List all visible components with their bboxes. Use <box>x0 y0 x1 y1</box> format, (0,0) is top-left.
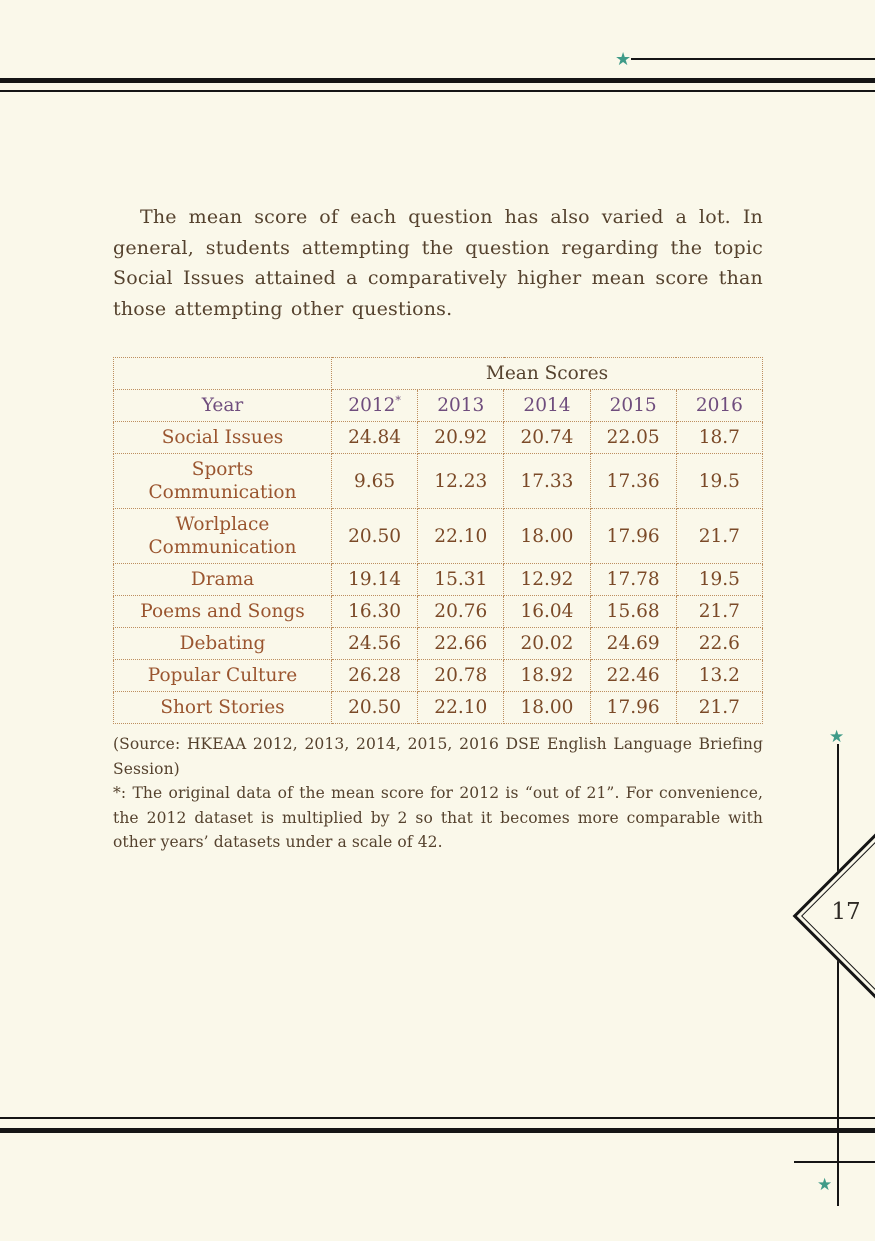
value-cell: 20.76 <box>418 596 504 628</box>
value-cell: 18.7 <box>676 422 762 454</box>
row-label: Popular Culture <box>114 660 332 692</box>
year-cell: 2014 <box>504 390 590 422</box>
value-cell: 15.31 <box>418 564 504 596</box>
value-cell: 20.50 <box>332 509 418 564</box>
star-icon: ★ <box>829 727 845 747</box>
corner-cell <box>114 358 332 390</box>
value-cell: 12.92 <box>504 564 590 596</box>
top-border-thin <box>0 90 875 92</box>
value-cell: 17.96 <box>590 509 676 564</box>
row-label: Debating <box>114 628 332 660</box>
value-cell: 22.66 <box>418 628 504 660</box>
table-row <box>114 564 763 596</box>
value-cell: 18.00 <box>504 692 590 724</box>
value-cell: 24.69 <box>590 628 676 660</box>
value-cell: 18.00 <box>504 509 590 564</box>
table-row <box>114 692 763 724</box>
year-cell: 2012* <box>332 390 418 422</box>
year-cell: 2016 <box>676 390 762 422</box>
row-label: Short Stories <box>114 692 332 724</box>
table-row <box>114 454 763 509</box>
value-cell: 18.92 <box>504 660 590 692</box>
mean-scores-table <box>113 357 763 724</box>
value-cell: 22.10 <box>418 692 504 724</box>
table-row <box>114 628 763 660</box>
value-cell: 17.36 <box>590 454 676 509</box>
table-row <box>114 660 763 692</box>
page-content <box>113 202 763 855</box>
value-cell: 15.68 <box>590 596 676 628</box>
value-cell: 20.50 <box>332 692 418 724</box>
year-cell: 2013 <box>418 390 504 422</box>
value-cell: 12.23 <box>418 454 504 509</box>
star-icon: ★ <box>817 1175 833 1195</box>
value-cell: 19.5 <box>676 564 762 596</box>
right-vertical-line <box>837 744 839 1206</box>
value-cell: 19.14 <box>332 564 418 596</box>
top-border-thick <box>0 78 875 83</box>
value-cell: 22.46 <box>590 660 676 692</box>
value-cell: 20.78 <box>418 660 504 692</box>
value-cell: 16.04 <box>504 596 590 628</box>
value-cell: 20.02 <box>504 628 590 660</box>
value-cell: 24.84 <box>332 422 418 454</box>
table-row <box>114 596 763 628</box>
value-cell: 21.7 <box>676 596 762 628</box>
value-cell: 17.96 <box>590 692 676 724</box>
value-cell: 26.28 <box>332 660 418 692</box>
footnote: *: The original data of the mean score for 2012 is “out of 21”. For convenience, the 2012 dataset is multiplied by 2 so that it becomes more comparable with other years’ datasets under a scale of 42. <box>113 784 763 851</box>
value-cell: 16.30 <box>332 596 418 628</box>
source-note: (Source: HKEAA 2012, 2013, 2014, 2015, 2016 DSE English Language Briefing Session) <box>113 735 763 778</box>
bottom-right-decor-line <box>794 1161 875 1163</box>
value-cell: 9.65 <box>332 454 418 509</box>
row-label: Drama <box>114 564 332 596</box>
table-title: Mean Scores <box>332 358 763 390</box>
value-cell: 13.2 <box>676 660 762 692</box>
value-cell: 17.78 <box>590 564 676 596</box>
value-cell: 19.5 <box>676 454 762 509</box>
value-cell: 20.74 <box>504 422 590 454</box>
value-cell: 24.56 <box>332 628 418 660</box>
row-label: Worlplace Communication <box>114 509 332 564</box>
page-number: 17 <box>831 899 861 925</box>
year-header: Year <box>114 390 332 422</box>
value-cell: 21.7 <box>676 509 762 564</box>
table-title-row <box>114 358 763 390</box>
year-cell: 2015 <box>590 390 676 422</box>
row-label: Sports Communication <box>114 454 332 509</box>
value-cell: 22.10 <box>418 509 504 564</box>
year-row <box>114 390 763 422</box>
value-cell: 17.33 <box>504 454 590 509</box>
table-row <box>114 422 763 454</box>
body-paragraph: The mean score of each question has also varied a lot. In general, students attempting the question regarding the topic Social Issues attained a comparatively higher mean score than those attempting other questions. <box>113 206 763 320</box>
bottom-border-thin <box>0 1117 875 1119</box>
value-cell: 22.6 <box>676 628 762 660</box>
top-right-decor-line <box>631 58 875 60</box>
table-row <box>114 509 763 564</box>
bottom-border-thick <box>0 1128 875 1133</box>
star-icon: ★ <box>615 49 632 70</box>
row-label: Social Issues <box>114 422 332 454</box>
row-label: Poems and Songs <box>114 596 332 628</box>
value-cell: 22.05 <box>590 422 676 454</box>
value-cell: 20.92 <box>418 422 504 454</box>
value-cell: 21.7 <box>676 692 762 724</box>
